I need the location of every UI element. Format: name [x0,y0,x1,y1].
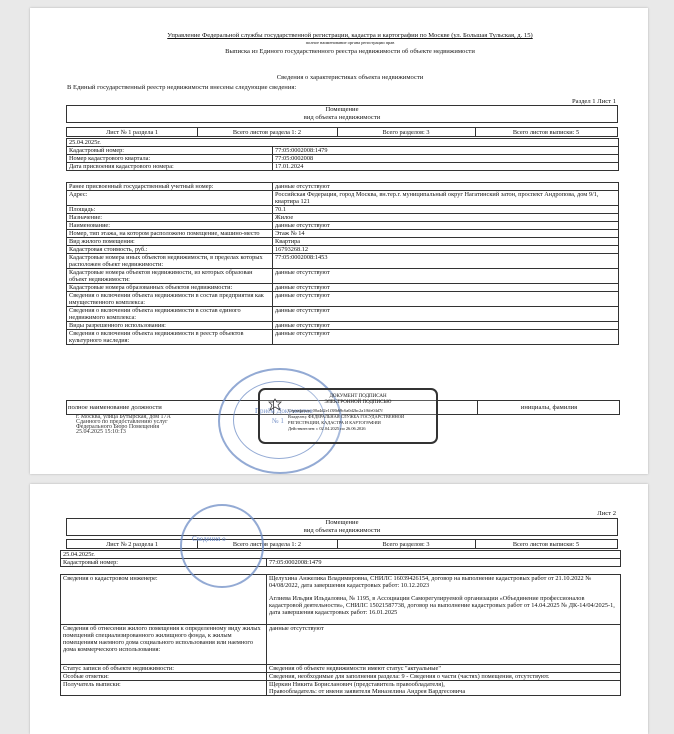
sections-total-2: Всего разделов: 3 [337,540,476,548]
object-kind-caption: вид объекта недвижимости [303,114,381,121]
characteristic-row [67,284,619,292]
intro-text: В Единый государственный реестр недвижимости внесены следующие сведения: [67,84,297,91]
signature-line-4: Владелец: ФЕДЕРАЛЬНАЯ СЛУЖБА ГОСУДАРСТВЕННОЙ [288,414,405,419]
signature-line-2: ЭЛЕКТРОННОЙ ПОДПИСЬЮ [324,400,392,405]
status-label: Статус записи об объекте недвижимости: [61,665,267,673]
stamp-text-1: Приём Документов [255,407,313,415]
characteristic-row [67,307,619,322]
characteristic-value: данные отсутствуют [273,322,619,330]
characteristic-label: Сведения о включении объекта недвижимости в реестр объектов культурного наследия: [67,330,273,345]
section-counter: Раздел 1 Лист 1 [572,98,616,105]
extract-sheets-total: Всего листов выписки: 5 [512,128,580,136]
characteristic-value: данные отсутствуют [273,330,619,345]
characteristic-row [67,206,619,214]
characteristic-row [67,183,619,191]
characteristic-value: данные отсутствуют [273,284,619,292]
characteristic-row [67,191,619,206]
stamp-address-3: Федерального Бюро Помещения [76,424,160,430]
characteristic-label: Площадь: [67,206,273,214]
characteristic-row [67,222,619,230]
characteristic-label: Сведения о включении объекта недвижимости в состав единого недвижимого комплекса: [67,307,273,322]
characteristic-value: данные отсутствуют [273,269,619,284]
extract-date: 25.04.2025г. [67,139,619,147]
page2-details-table [60,574,621,696]
extract-date-2: 25.04.2025г. [61,551,621,559]
issuing-authority-caption: полное наименование органа регистрации прав [305,40,395,45]
stamp-address-1: г. Москва, улица Бутырская, дом 17А [76,414,171,420]
characteristic-label: Адрес: [67,191,273,206]
signature-line-3: Сертификат: 00a4d2e1f38b69c6a0d2bc2a1f6fe04d7f [288,408,383,413]
characteristic-row [67,330,619,345]
characteristic-value: Квартира [273,238,619,246]
cad-value-2: 77:05:0002008:1479 [267,559,621,567]
characteristic-row [67,269,619,284]
object-kind: Помещение [325,106,359,113]
characteristic-label: Виды разрешенного использования: [67,322,273,330]
characteristic-value: данные отсутствуют [273,183,619,191]
signature-line-1: ДОКУМЕНТ ПОДПИСАН [329,394,387,399]
notes-value: Сведения, необходимые для заполнения раздела: 9 - Сведения о части (частях) помещения, отсутствуют. [267,673,621,681]
recipient-label: Получатель выписки: [61,681,267,696]
footer-position-caption: полное наименование должности [68,404,162,411]
document-page-2 [30,484,648,734]
top-label: Дата присвоения кадастрового номера: [67,163,273,171]
cad-label-2: Кадастровый номер: [61,559,267,567]
characteristics-table [66,182,619,345]
top-value: 77:05:0002008:1479 [273,147,619,155]
characteristic-value: данные отсутствуют [273,292,619,307]
social-label: Сведения об отнесении жилого помещения к определенному виду жилых помещений специализированного жилищного фонда, к жилым помещениям наемного дома социального использования или наемного дома коммерческого использования: [61,625,267,665]
characteristic-value: Этаж № 14 [273,230,619,238]
characteristic-row [67,322,619,330]
characteristic-label: Кадастровые номера объектов недвижимости, из которых образован объект недвижимости: [67,269,273,284]
sections-total: Всего разделов: 3 [337,128,476,136]
notes-label: Особые отметки: [61,673,267,681]
identification-table [66,138,619,171]
object-kind-2: Помещение [325,519,359,526]
section-sheets-total: Всего листов раздела 1: 2 [197,128,338,136]
electronic-signature-block [258,388,438,444]
top-row [67,147,619,155]
document-title: Выписка из Единого государственного реестра недвижимости об объекте недвижимости [225,48,475,55]
footer-initials-caption: инициалы, фамилия [520,404,578,411]
characteristic-value: Жилое [273,214,619,222]
top-row [67,155,619,163]
section-title: Сведения о характеристиках объекта недвижимости [276,74,424,81]
characteristic-label: Вид жилого помещения: [67,238,273,246]
top-label: Кадастровый номер: [67,147,273,155]
characteristic-value: 16793268.12 [273,246,619,254]
characteristic-label: Сведения о включении объекта недвижимости в состав предприятия как имущественного комплекса: [67,292,273,307]
characteristic-value: данные отсутствуют [273,307,619,322]
characteristic-row [67,230,619,238]
characteristic-label: Номер, тип этажа, на котором расположено помещение, машино-место [67,230,273,238]
characteristic-label: Назначение: [67,214,273,222]
characteristic-row [67,214,619,222]
characteristic-value: Российская Федерация, город Москва, вн.тер.г. муниципальный округ Нагатинский затон, проспект Андропова, дом 9/1, квартира 121 [273,191,619,206]
extract-sheets-total-2: Всего листов выписки: 5 [512,540,580,548]
characteristic-value: данные отсутствуют [273,222,619,230]
sheet-number: Лист № 1 раздела 1 [67,128,198,136]
official-stamp-2 [180,504,264,588]
characteristic-label: Наименование: [67,222,273,230]
characteristic-row [67,254,619,269]
section-sheets-total-2: Всего листов раздела 1: 2 [197,540,338,548]
sheet-counter: Лист 2 [597,510,616,517]
characteristic-value: 77:05:0002008:1453 [273,254,619,269]
characteristic-label: Кадастровые номера образованных объектов недвижимости: [67,284,273,292]
issuing-authority: Управление Федеральной службы государственной регистрации, кадастра и картографии по Москве (ул. Большая Тульская, д. 15) [167,32,533,39]
sheet-info-row-2 [66,539,618,549]
emblem-icon [268,398,282,414]
characteristic-row [67,292,619,307]
page2-table [60,550,621,567]
document-page-1 [30,8,648,474]
object-kind-box [66,105,618,123]
characteristic-row [67,238,619,246]
engineer-label: Сведения о кадастровом инженере: [61,575,267,625]
signature-line-5: РЕГИСТРАЦИИ, КАДАСТРА И КАРТОГРАФИИ [288,420,381,425]
sheet-number-2: Лист № 2 раздела 1 [67,540,198,548]
signature-line-6: Действителен: с 02.04.2025 по 26.06.2026 [288,426,366,431]
characteristic-row [67,246,619,254]
recipient-value-1: Щеркин Никита Борисланович (представитель правообладателя), [269,681,445,688]
recipient-value-2: Правообладатель: от имени заявителя Миназелина Андрея Вардгесовича [269,688,466,695]
stamp-address-4: 25.04.2025 15:10:13 [76,429,126,435]
characteristic-label: Кадастровые номера иных объектов недвижимости, в пределах которых расположен объект недвижимости: [67,254,273,269]
top-value: 77:05:0002008 [273,155,619,163]
sheet-info-row [66,127,618,137]
characteristic-label: Кадастровая стоимость, руб.: [67,246,273,254]
status-value: Сведения об объекте недвижимости имеют статус "актуальные" [267,665,621,673]
characteristic-value: 70.1 [273,206,619,214]
top-value: 17.01.2024 [273,163,619,171]
object-kind-box-2 [66,518,618,536]
stamp-address-2: Сданного по предоставлению услуг [76,419,168,425]
object-kind-caption-2: вид объекта недвижимости [303,527,381,534]
social-value: данные отсутствуют [267,625,621,665]
top-label: Номер кадастрового квартала: [67,155,273,163]
top-row [67,163,619,171]
engineer-value-2: Аглиева Ильдия Ильдаловна, № 1195, в Ассоциации Саморегулируемой организации «Объединение профессионалов кадастровой деятельности», СНИЛС 15021587738, договор на выполнение кадастровых работ от 14.04.2025 № ДК-14/04/2025-1, дата завершения кадастровых работ: 16.01.2025 [269,595,615,616]
stamp-text-p2: Сведения о [192,535,226,543]
stamp-text-2: № 1 [272,417,284,425]
engineer-value-1: Щелухина Анжелика Владимировна, СНИЛС 16039426154, договор на выполнение кадастровых работ от 21.10.2022 № 04/08/2022, дата завершения кадастровых работ: 10.12.2023 [269,575,592,589]
characteristic-label: Ранее присвоенный государственный учетный номер: [67,183,273,191]
